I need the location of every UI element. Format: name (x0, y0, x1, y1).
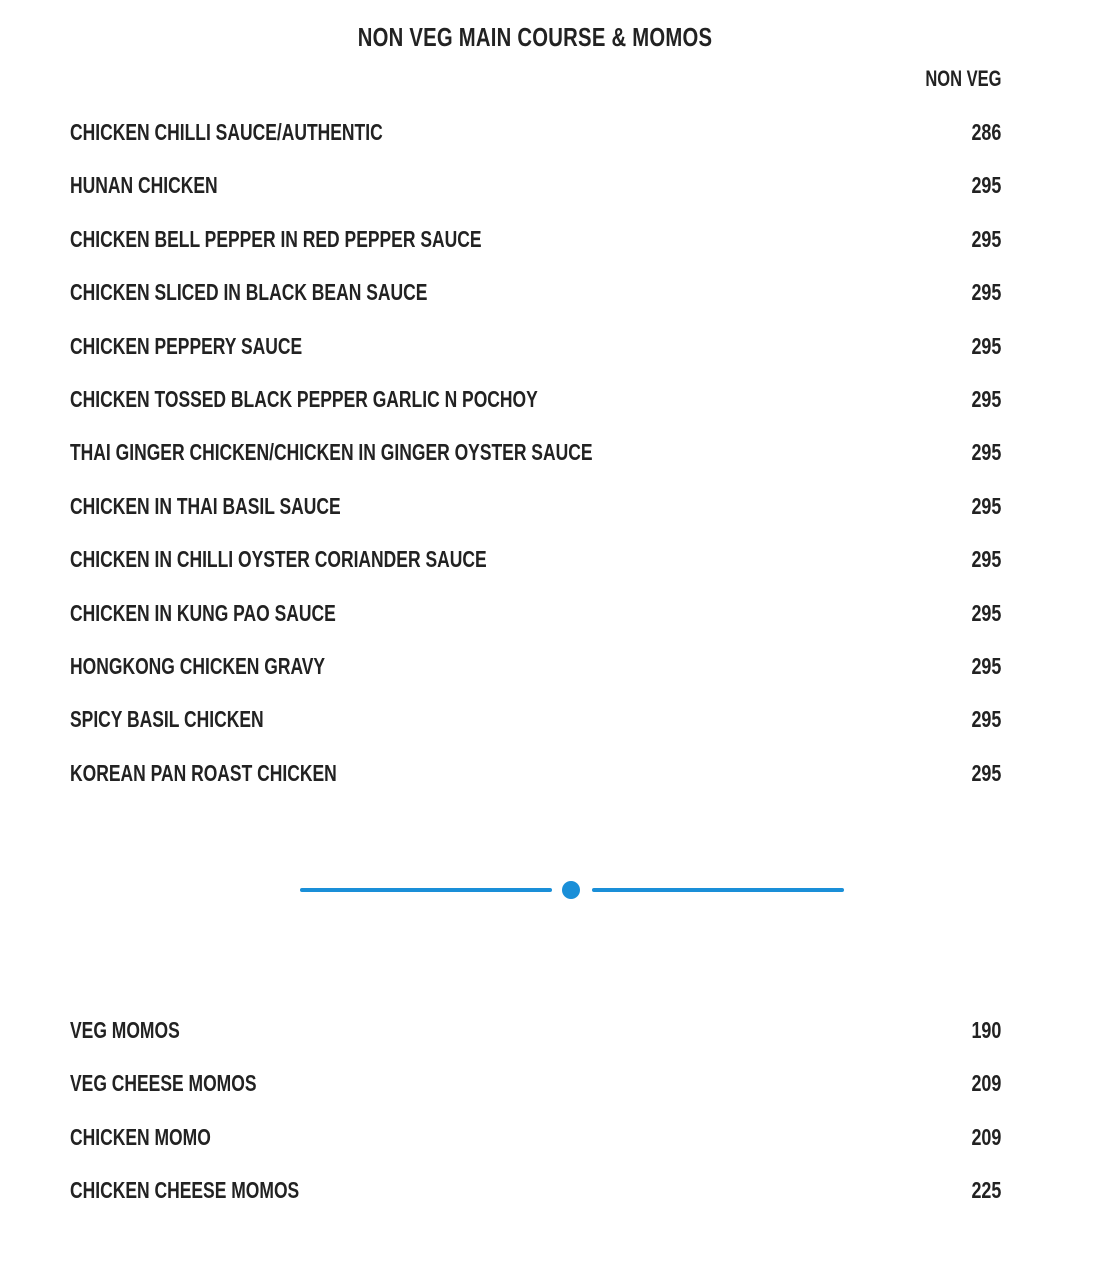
divider-line-right (592, 888, 844, 892)
item-name: CHICKEN PEPPERY SAUCE (70, 332, 303, 359)
item-price: 209 (971, 1123, 1001, 1150)
column-header-non-veg: NON VEG (924, 66, 1001, 91)
menu-item (70, 1014, 1001, 1067)
item-name: SPICY BASIL CHICKEN (70, 706, 264, 733)
item-price: 295 (971, 492, 1001, 519)
item-name: KOREAN PAN ROAST CHICKEN (70, 759, 337, 786)
item-price: 295 (971, 279, 1001, 306)
menu-item (70, 436, 1001, 489)
momos-list (70, 1014, 1001, 1228)
menu-item (70, 1174, 1001, 1227)
item-price: 295 (971, 385, 1001, 412)
item-price: 295 (971, 599, 1001, 626)
item-price: 295 (971, 759, 1001, 786)
item-name: THAI GINGER CHICKEN/CHICKEN IN GINGER OYSTER SAUCE (70, 439, 593, 466)
item-price: 295 (971, 706, 1001, 733)
item-name: CHICKEN SLICED IN BLACK BEAN SAUCE (70, 279, 428, 306)
menu-item (70, 169, 1001, 222)
menu-title: NON VEG MAIN COURSE & MOMOS (357, 22, 713, 52)
item-name: CHICKEN CHILLI SAUCE/AUTHENTIC (70, 119, 383, 145)
menu-item (70, 543, 1001, 596)
menu-item (70, 223, 1001, 276)
item-price: 295 (971, 172, 1001, 199)
menu-item (70, 490, 1001, 543)
item-name: CHICKEN BELL PEPPER IN RED PEPPER SAUCE (70, 225, 482, 252)
menu-item (70, 1121, 1001, 1174)
item-price: 295 (971, 652, 1001, 679)
item-name: CHICKEN IN THAI BASIL SAUCE (70, 492, 341, 519)
item-name: CHICKEN TOSSED BLACK PEPPER GARLIC N POCHOY (70, 385, 538, 412)
section-divider (300, 877, 844, 903)
item-price: 286 (971, 119, 1001, 145)
menu-item (70, 383, 1001, 436)
divider-line-left (300, 888, 552, 892)
menu-item (70, 276, 1001, 329)
item-name: CHICKEN MOMO (70, 1123, 211, 1150)
menu-item (70, 650, 1001, 703)
item-price: 295 (971, 332, 1001, 359)
menu-item (70, 330, 1001, 383)
item-name: HUNAN CHICKEN (70, 172, 218, 199)
item-name: CHICKEN IN KUNG PAO SAUCE (70, 599, 336, 626)
item-price: 295 (971, 546, 1001, 573)
menu-item (70, 116, 1001, 169)
menu-item (70, 757, 1001, 810)
item-price: 209 (971, 1070, 1001, 1097)
divider-dot-icon (562, 881, 580, 899)
item-price: 190 (971, 1017, 1001, 1043)
item-name: CHICKEN IN CHILLI OYSTER CORIANDER SAUCE (70, 546, 487, 573)
main-course-list (70, 116, 1001, 810)
item-name: CHICKEN CHEESE MOMOS (70, 1177, 300, 1204)
item-price: 295 (971, 225, 1001, 252)
menu-item (70, 597, 1001, 650)
item-name: VEG CHEESE MOMOS (70, 1070, 257, 1097)
item-name: HONGKONG CHICKEN GRAVY (70, 652, 326, 679)
item-price: 295 (971, 439, 1001, 466)
menu-item (70, 703, 1001, 756)
menu-item (70, 1067, 1001, 1120)
item-price: 225 (971, 1177, 1001, 1204)
item-name: VEG MOMOS (70, 1017, 180, 1043)
